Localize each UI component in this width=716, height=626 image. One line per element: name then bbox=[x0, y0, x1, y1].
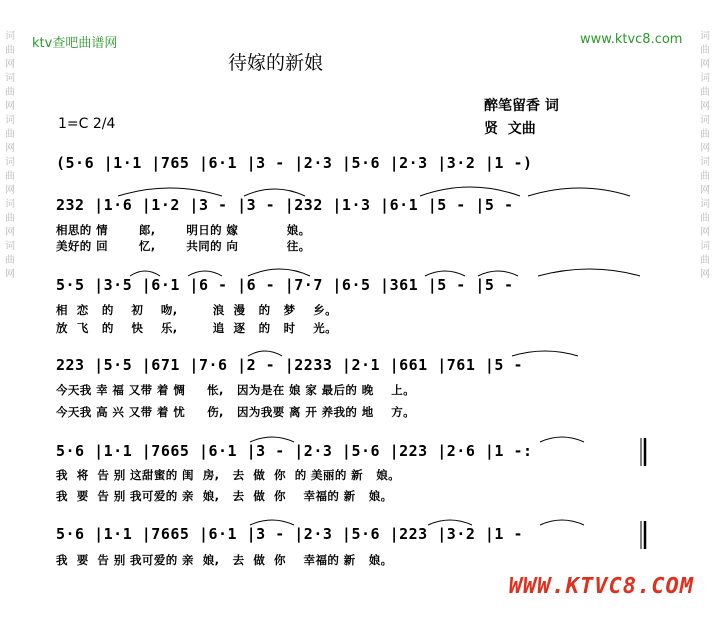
composer-credit: 贤 文曲 bbox=[484, 121, 536, 137]
score-row-3-lyrics-2: 放 飞 的 快 乐, 追 逐 的 时 光。 bbox=[56, 321, 337, 335]
score-row-1-notes: (5·6 |1·1 |765 |6·1 |3 - |2·3 |5·6 |2·3 |3·2 |1 -) bbox=[56, 154, 533, 172]
slur-arc bbox=[478, 271, 518, 276]
slur-arc bbox=[248, 351, 282, 356]
score-row-6-notes: 5·6 |1·1 |7665 |6·1 |3 - |2·3 |5·6 |223 |3·2 |1 - bbox=[56, 525, 524, 543]
right-side-watermark: 词曲网词曲网词曲网词曲网词曲网词曲网 bbox=[700, 31, 710, 280]
slur-arc bbox=[538, 269, 640, 276]
lyricist-credit: 醉笔留香 词 bbox=[484, 98, 559, 114]
score-row-4-lyrics-1: 今天我 幸 福 又带 着 惆 怅, 因为是在 娘 家 最后的 晚 上。 bbox=[56, 383, 416, 397]
slur-arc bbox=[428, 520, 472, 525]
score-row-5-lyrics-2: 我 要 告 别 我可爱的 亲 娘, 去 做 你 幸福的 新 娘。 bbox=[56, 489, 393, 503]
slur-arc bbox=[250, 437, 294, 442]
score-row-2-lyrics-1: 相思的 情 郎, 明日的 嫁 娘。 bbox=[56, 223, 311, 237]
slur-arc bbox=[188, 271, 222, 276]
song-title: 待嫁的新娘 bbox=[228, 52, 324, 74]
score-row-3-notes: 5·5 |3·5 |6·1 |6 - |6 - |7·7 |6·5 |361 |5 - |5 - bbox=[56, 276, 514, 294]
score-row-3-lyrics-1: 相 恋 的 初 吻, 浪 漫 的 梦 乡。 bbox=[56, 303, 337, 317]
score-row-4-notes: 223 |5·5 |671 |7·6 |2 - |2233 |2·1 |661 |761 |5 - bbox=[56, 356, 524, 374]
slur-arc bbox=[540, 437, 584, 442]
slur-arc bbox=[250, 520, 294, 525]
score-row-4-lyrics-2: 今天我 高 兴 又带 着 忧 伤, 因为我要 离 开 养我的 地 方。 bbox=[56, 405, 416, 419]
score-row-5-lyrics-1: 我 将 告 别 这甜蜜的 闺 房, 去 做 你 的 美丽的 新 娘。 bbox=[56, 468, 401, 482]
slur-arc bbox=[425, 271, 465, 276]
slur-arc bbox=[540, 520, 584, 525]
slur-arc bbox=[528, 188, 630, 196]
key-signature: 1=C 2/4 bbox=[58, 116, 116, 132]
slur-arc bbox=[248, 269, 310, 276]
score-row-2-lyrics-2: 美好的 回 忆, 共同的 向 往。 bbox=[56, 239, 311, 253]
slur-arc bbox=[130, 271, 160, 276]
left-side-watermark: 词曲网词曲网词曲网词曲网词曲网词曲网 bbox=[5, 31, 15, 280]
slur-arc bbox=[118, 188, 222, 196]
slur-arc bbox=[244, 189, 305, 196]
score-row-6-lyrics-1: 我 要 告 别 我可爱的 亲 娘, 去 做 你 幸福的 新 娘。 bbox=[56, 553, 393, 567]
slur-arc bbox=[512, 351, 578, 356]
footer-watermark: WWW.KTVC8.COM bbox=[508, 574, 694, 599]
score-row-2-notes: 232 |1·6 |1·2 |3 - |3 - |232 |1·3 |6·1 |5 - |5 - bbox=[56, 196, 514, 214]
slur-arc bbox=[420, 187, 520, 196]
site-watermark-right: www.ktvc8.com bbox=[580, 32, 683, 47]
site-watermark-left: ktv查吧曲谱网 bbox=[32, 36, 118, 51]
score-row-5-notes: 5·6 |1·1 |7665 |6·1 |3 - |2·3 |5·6 |223 |2·6 |1 -: bbox=[56, 442, 533, 460]
